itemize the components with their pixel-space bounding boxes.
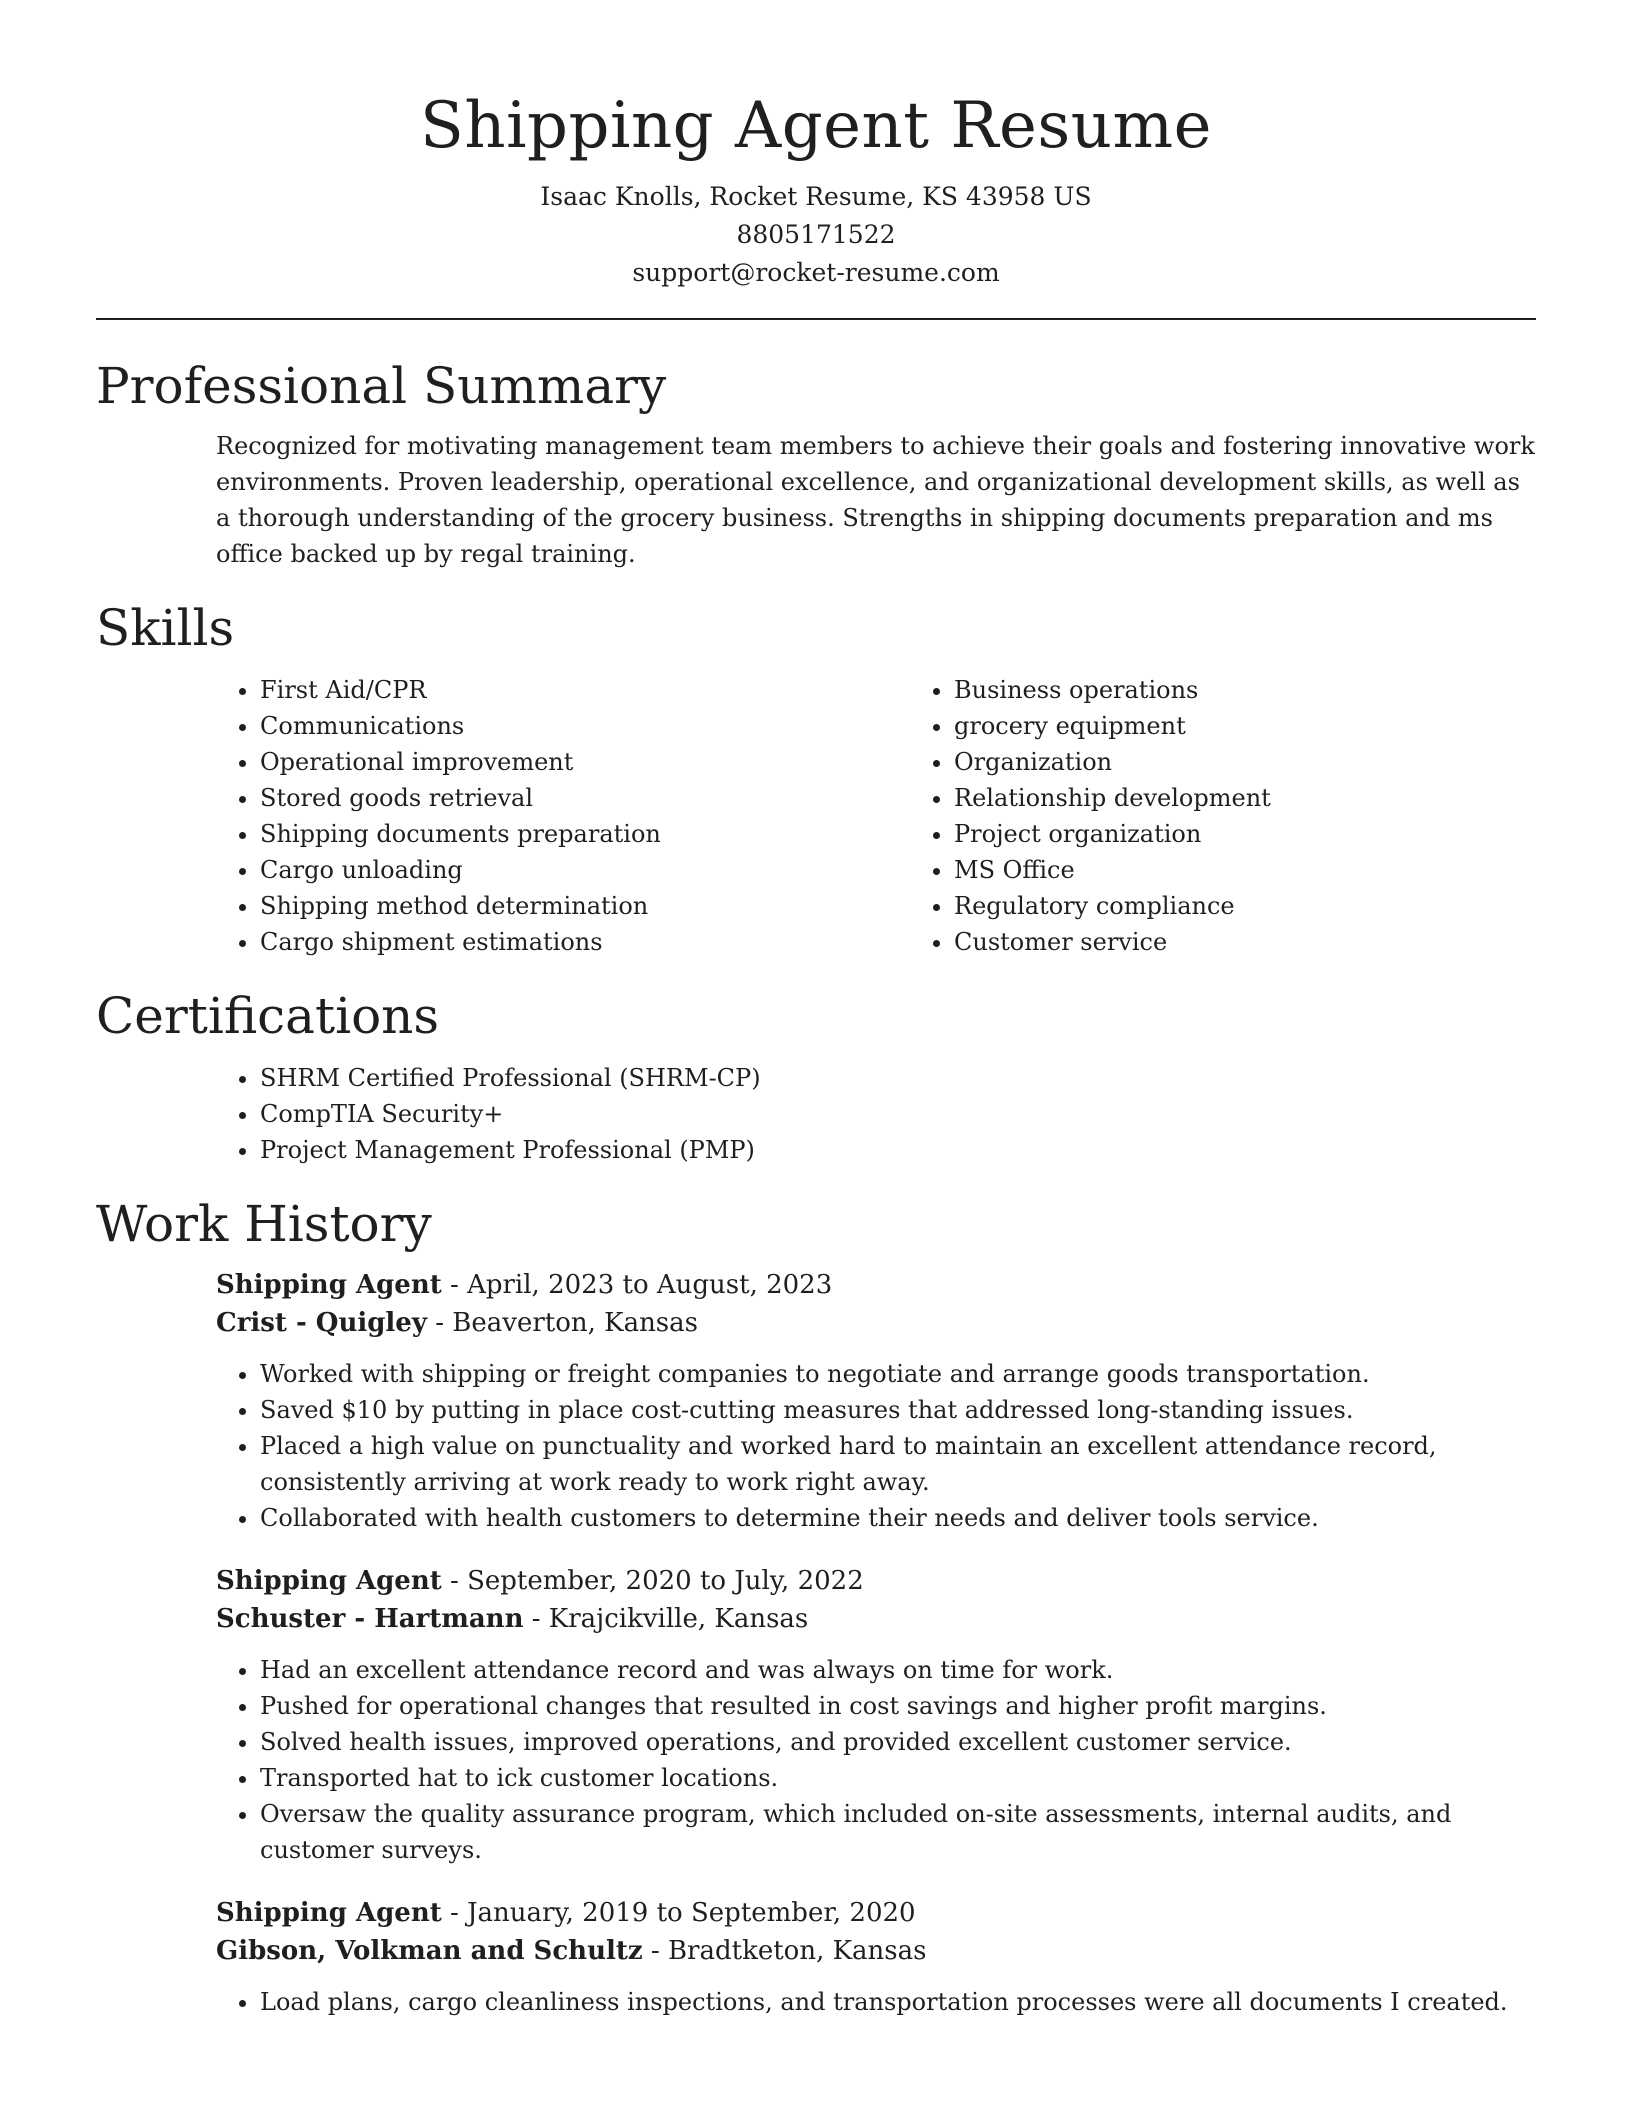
job-bullet-list [216,1652,1536,1868]
job-company: Crist - Quigley [216,1308,427,1338]
job-bullet-list [216,1984,1536,2020]
contact-block [96,178,1536,292]
skill-item: • Shipping documents preparation [260,816,910,852]
certifications-heading: Certifications [96,987,440,1045]
job-bullets [216,1984,1536,2020]
job-company-line [216,1932,1536,1970]
skills-columns [216,672,1536,960]
skills-list-right [910,672,1604,960]
work-history-section [96,1194,1536,2020]
skill-item: • Operational improvement [260,744,910,780]
skill-item: • Cargo unloading [260,852,910,888]
skill-item: • Communications [260,708,910,744]
summary-text: Recognized for motivating management team members to achieve their goals and fostering innovative work environments. Proven leadership, operational excellence, and organizational development skills, as well as a thorough understanding of the grocery business. Strengths in shipping documents preparation and ms office backed up by regal training. [216,432,1535,568]
job-dates: - January, 2019 to September, 2020 [441,1898,916,1928]
skill-item: • Regulatory compliance [954,888,1604,924]
job-bullets [216,1356,1536,1536]
skill-item: • Business operations [954,672,1604,708]
contact-email: support@rocket-resume.com [632,258,1000,287]
job-company-line [216,1304,1536,1342]
job-bullet-list [216,1356,1536,1536]
job-title-line [216,1266,1536,1304]
skills-list-left [216,672,910,960]
job-entry [216,1562,1536,1868]
contact-phone: 8805171522 [736,220,896,249]
job-dates: - April, 2023 to August, 2023 [441,1270,833,1300]
page-title: Shipping Agent Resume [420,89,1212,163]
job-bullet: • Oversaw the quality assurance program, which included on-site assessments, internal audits, and customer surveys. [260,1796,1536,1868]
job-entry [216,1266,1536,1536]
job-bullet: • Load plans, cargo cleanliness inspections, and transportation processes were all documents I created. [260,1984,1536,2020]
contact-address: Isaac Knolls, Rocket Resume, KS 43958 US [540,182,1092,211]
certifications-list [216,1060,1536,1168]
job-title: Shipping Agent [216,1270,442,1300]
job-bullet: • Placed a high value on punctuality and worked hard to maintain an excellent attendance record, consistently arriving at work ready to work right away. [260,1428,1536,1500]
certification-item: • SHRM Certified Professional (SHRM-CP) [260,1060,1536,1096]
job-company-line [216,1600,1536,1638]
skill-item: • Project organization [954,816,1604,852]
job-company: Schuster - Hartmann [216,1604,524,1634]
work-history-heading: Work History [96,1195,432,1253]
skills-heading: Skills [96,599,235,657]
job-company: Gibson, Volkman and Schultz [216,1936,643,1966]
skill-item: • First Aid/CPR [260,672,910,708]
job-bullets [216,1652,1536,1868]
skill-item: • Shipping method determination [260,888,910,924]
job-bullet: • Had an excellent attendance record and was always on time for work. [260,1652,1536,1688]
job-title: Shipping Agent [216,1566,442,1596]
certification-item: • CompTIA Security+ [260,1096,1536,1132]
resume-page [96,0,1536,2020]
certifications-section [96,986,1536,1168]
job-bullet: • Pushed for operational changes that resulted in cost savings and higher profit margins. [260,1688,1536,1724]
job-location: - Bradtketon, Kansas [642,1936,927,1966]
skill-item: • Stored goods retrieval [260,780,910,816]
job-title-line [216,1894,1536,1932]
certification-item: • Project Management Professional (PMP) [260,1132,1536,1168]
job-bullet: • Collaborated with health customers to determine their needs and deliver tools service. [260,1500,1536,1536]
skill-item: • grocery equipment [954,708,1604,744]
job-entry [216,1894,1536,2020]
job-title: Shipping Agent [216,1898,442,1928]
job-title-line [216,1562,1536,1600]
header-divider [96,318,1536,320]
job-dates: - September, 2020 to July, 2022 [441,1566,864,1596]
job-bullet: • Worked with shipping or freight companies to negotiate and arrange goods transportation. [260,1356,1536,1392]
job-location: - Beaverton, Kansas [426,1308,698,1338]
job-bullet: • Saved $10 by putting in place cost-cutting measures that addressed long-standing issues. [260,1392,1536,1428]
summary-section [96,356,1536,572]
skill-item: • MS Office [954,852,1604,888]
summary-heading: Professional Summary [96,357,667,415]
skill-item: • Organization [954,744,1604,780]
skill-item: • Relationship development [954,780,1604,816]
skill-item: • Cargo shipment estimations [260,924,910,960]
skills-section [96,598,1536,960]
skill-item: • Customer service [954,924,1604,960]
job-bullet: • Solved health issues, improved operations, and provided excellent customer service. [260,1724,1536,1760]
job-bullet: • Transported hat to ick customer locations. [260,1760,1536,1796]
job-location: - Krajcikville, Kansas [523,1604,809,1634]
